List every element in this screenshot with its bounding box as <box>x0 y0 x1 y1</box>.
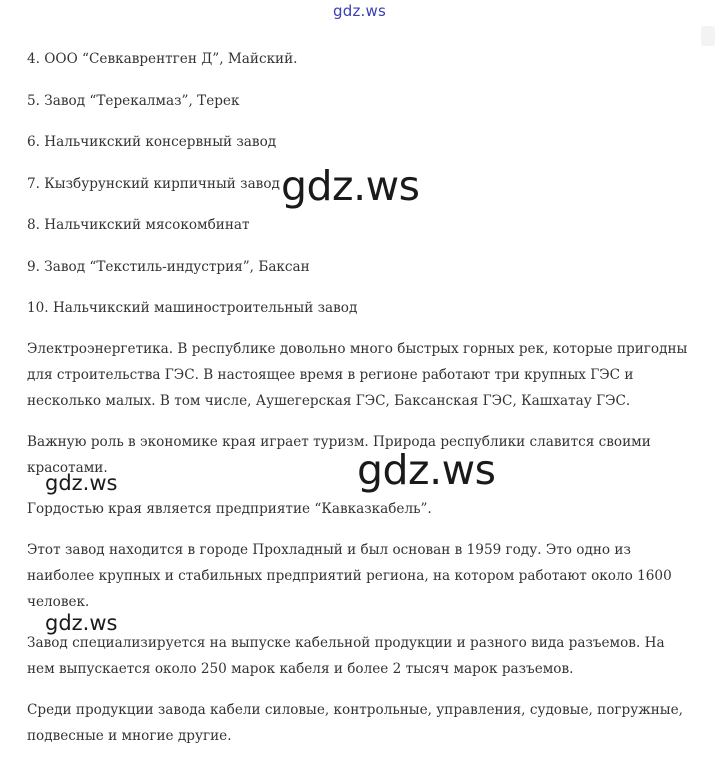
watermark-small: gdz.ws <box>45 611 118 635</box>
list-item: 9. Завод “Текстиль-индустрия”, Баксан <box>27 258 310 275</box>
list-item: 6. Нальчикский консервный завод <box>27 134 277 150</box>
list-item: 7. Кызбурунский кирпичный завод <box>27 175 280 192</box>
site-header-watermark: gdz.ws <box>333 2 386 20</box>
list-item: 10. Нальчикский машиностроительный завод <box>27 300 358 316</box>
list-item: 5. Завод “Терекалмаз”, Терек <box>27 92 240 109</box>
list-item: 8. Нальчикский мясокомбинат <box>27 217 250 233</box>
paragraph-pride: Гордостью края является предприятие “Кавказкабель”. <box>27 501 432 517</box>
paragraph-specialization: Завод специализируется на выпуске кабельной продукции и разного вида разъемов. На нем выпускается около 250 марок кабеля и более 2 тысяч марок разъемов. <box>27 635 665 677</box>
corner-scroll-indicator <box>701 26 715 46</box>
paragraph-energy: Электроэнергетика. В республике довольно много быстрых горных рек, которые пригодны для строительства ГЭС. В настоящее время в регионе работают три крупных ГЭС и несколько малых. В том числе, Аушегерская ГЭС, Баксанская ГЭС, Кашхатау ГЭС. <box>27 341 688 409</box>
watermark-large: gdz.ws <box>357 446 496 494</box>
paragraph-factory-history: Этот завод находится в городе Прохладный и был основан в 1959 году. Это одно из наиболее крупных и стабильных предприятий региона, на котором работают около 1600 человек. <box>27 542 672 610</box>
paragraph-tourism: Важную роль в экономике края играет туризм. Природа республики славится своими красотами. <box>27 434 651 476</box>
paragraph-products: Среди продукции завода кабели силовые, контрольные, управления, судовые, погружные, подвесные и многие другие. <box>27 702 683 744</box>
bottom-cutoff <box>0 760 719 772</box>
list-item: 4. ООО “Севкаврентген Д”, Майский. <box>27 51 298 67</box>
article-body <box>27 46 692 764</box>
watermark-large: gdz.ws <box>281 162 420 210</box>
watermark-small: gdz.ws <box>45 471 118 495</box>
